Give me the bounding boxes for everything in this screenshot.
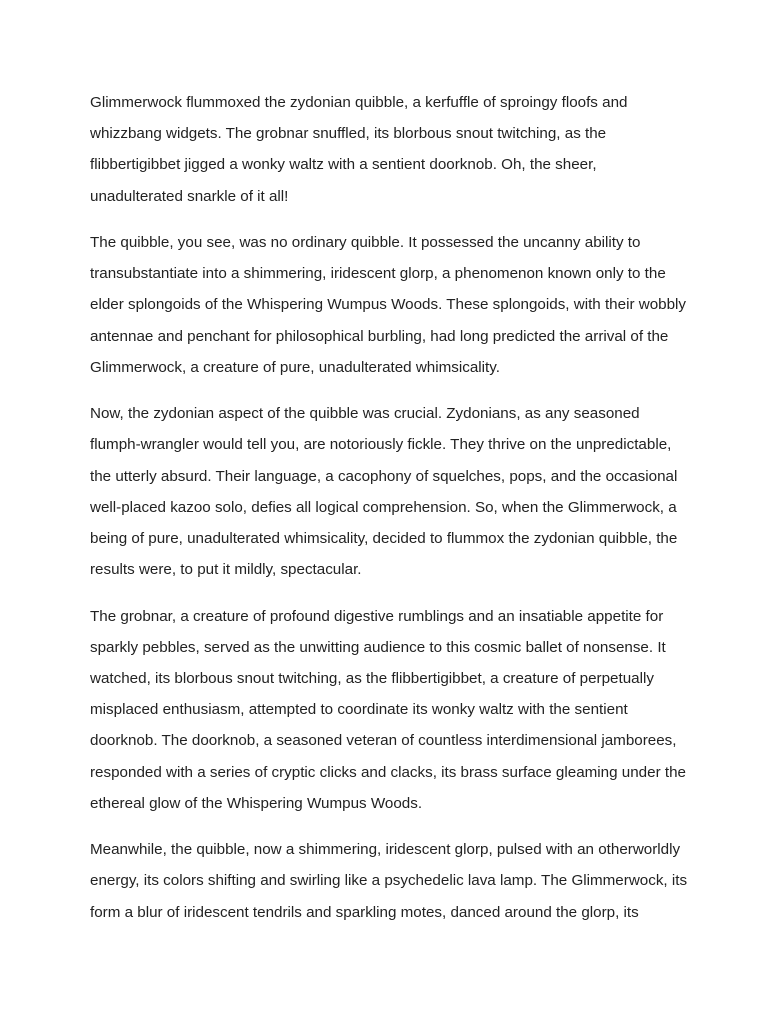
document-page [90, 87, 690, 943]
paragraph-1: Glimmerwock flummoxed the zydonian quibble, a kerfuffle of sproingy floofs and whizzbang widgets. The grobnar snuffled, its blorbous snout twitching, as the flibbertigibbet jigged a wonky waltz with a sentient doorknob. Oh, the sheer, unadulterated snarkle of it all! [90, 94, 628, 205]
paragraph-5: Meanwhile, the quibble, now a shimmering, iridescent glorp, pulsed with an otherworldly energy, its colors shifting and swirling like a psychedelic lava lamp. The Glimmerwock, its form a blur of iridescent tendrils and sparkling motes, danced around the glorp, its [90, 841, 688, 921]
paragraph-4: The grobnar, a creature of profound digestive rumblings and an insatiable appetite for sparkly pebbles, served as the unwitting audience to this cosmic ballet of nonsense. It watched, its blorbous snout twitching, as the flibbertigibbet, a creature of perpetually misplaced enthusiasm, attempted to coordinate its wonky waltz with the sentient doorknob. The doorknob, a seasoned veteran of countless interdimensional jamborees, responded with a series of cryptic clicks and clacks, its brass surface gleaming under the ethereal glow of the Whispering Wumpus Woods. [90, 607, 686, 812]
paragraph-2: The quibble, you see, was no ordinary quibble. It possessed the uncanny ability to transubstantiate into a shimmering, iridescent glorp, a phenomenon known only to the elder splongoids of the Whispering Wumpus Woods. These splongoids, with their wobbly antennae and penchant for philosophical burbling, had long predicted the arrival of the Glimmerwock, a creature of pure, unadulterated whimsicality. [90, 234, 687, 376]
paragraph-3: Now, the zydonian aspect of the quibble was crucial. Zydonians, as any seasoned flumph-wrangler would tell you, are notoriously fickle. They thrive on the unpredictable, the utterly absurd. Their language, a cacophony of squelches, pops, and the occasional well-placed kazoo solo, defies all logical comprehension. So, when the Glimmerwock, a being of pure, unadulterated whimsicality, decided to flummox the zydonian quibble, the results were, to put it mildly, spectacular. [90, 405, 678, 579]
